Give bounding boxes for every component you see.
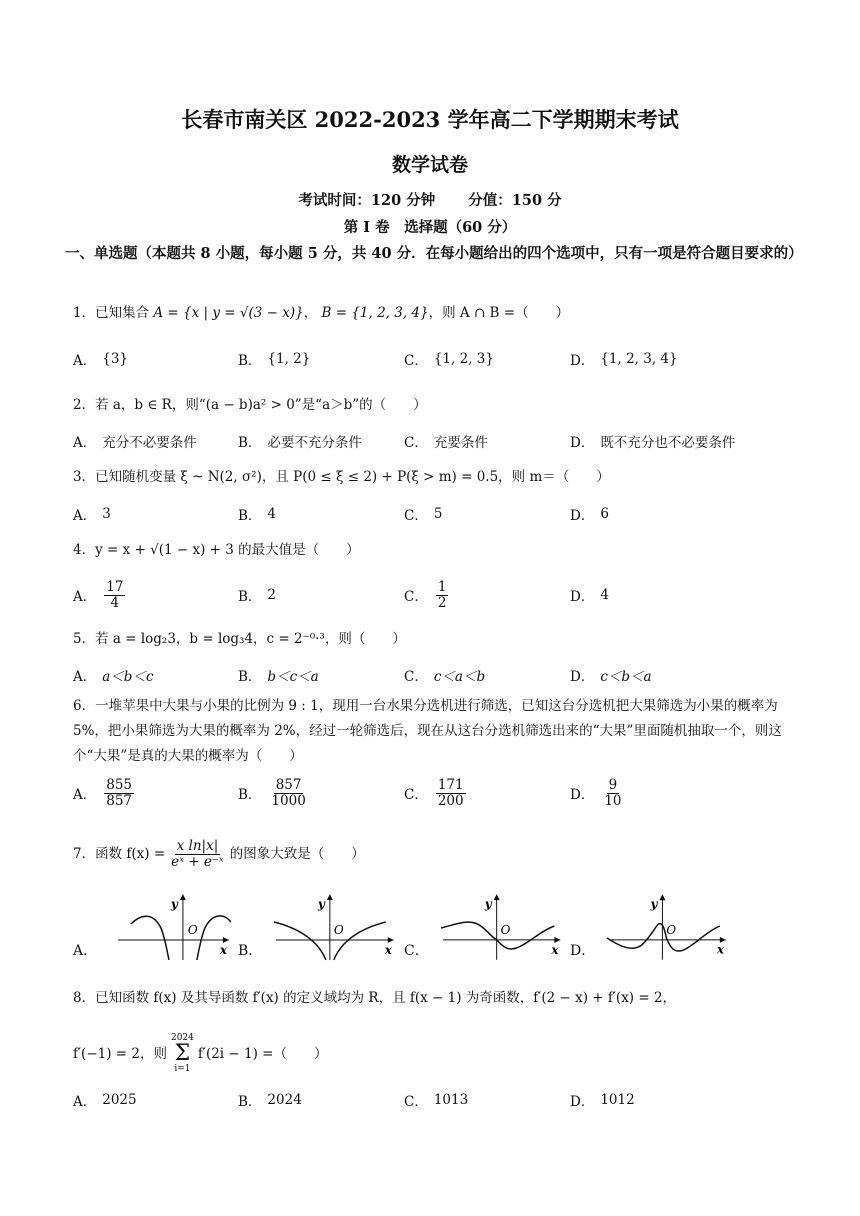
option-d[interactable]: D． 6 (570, 506, 609, 524)
question-2: 2．若 a，b ∈ R，则“(a − b)a² > 0”是“a＞b”的（ ） (73, 397, 427, 413)
option-a[interactable]: A． a＜b＜c (73, 669, 154, 685)
option-d[interactable]: D． 4 (570, 587, 609, 605)
option-b[interactable]: B． 2 (238, 587, 277, 605)
option-a[interactable]: A． 2025 (73, 1092, 137, 1110)
option-c[interactable]: C． 1013 (404, 1092, 469, 1110)
curve-left (131, 916, 169, 960)
question-1-options (73, 339, 800, 379)
question-3: 3．已知随机变量 ξ ~ N(2, σ²)，且 P(0 ≤ ξ ≤ 2) + P(ξ > m) = 0.5，则 m＝（ ） (73, 469, 610, 485)
question-7-options (73, 884, 800, 964)
option-a[interactable]: A． 充分不必要条件 (73, 435, 197, 451)
option-c[interactable]: C． 充要条件 (404, 435, 488, 451)
option-d[interactable]: D． {1, 2, 3, 4} (570, 351, 678, 369)
x-axis-label: x (717, 942, 725, 957)
y-axis-label: y (171, 897, 179, 912)
summation: 2024 Σ i=1 (170, 1033, 194, 1074)
option-a[interactable]: A． $\frac{17}{4}$ (73, 578, 124, 611)
y-axis-arrow (180, 894, 186, 900)
option-a[interactable]: A． 3 (73, 506, 111, 524)
curve-left (274, 922, 326, 960)
x-axis-label: x (551, 942, 559, 957)
option-c[interactable]: C． $\frac{171}{200}$ (404, 776, 464, 809)
option-d[interactable]: D． 既不充分也不必要条件 (570, 435, 736, 451)
y-axis-arrow (493, 894, 499, 900)
y-axis-arrow (660, 894, 666, 900)
option-d[interactable]: D． y O x (570, 884, 730, 964)
curve (441, 922, 554, 949)
origin-label: O (500, 922, 511, 937)
question-4-options (73, 575, 800, 615)
option-c[interactable]: C． y O x (404, 884, 564, 964)
option-b[interactable]: B． y O x (238, 884, 398, 964)
exam-time: 考试时间：120 分钟 (298, 192, 436, 209)
option-b[interactable]: B． 4 (238, 506, 277, 524)
graph-a (103, 888, 233, 964)
exam-subject: 数学试卷 (391, 154, 468, 176)
exam-part: 第 I 卷 选择题（60 分） (343, 219, 517, 236)
option-d[interactable]: D． 1012 (570, 1092, 635, 1110)
option-b[interactable]: B． 2024 (238, 1092, 302, 1110)
graph-d (601, 888, 730, 964)
question-7: 7． 函数 f(x) = $\frac{\text{x ln|x|}}{\text{eˣ + e⁻ˣ}}$ 的图象大致是（ ） (73, 837, 365, 870)
y-axis-label: y (650, 897, 658, 912)
question-6-options (73, 773, 800, 813)
option-a[interactable]: A． y O x (73, 884, 233, 964)
question-6: 6．一堆苹果中大果与小果的比例为 9 : 1，现用一台水果分选机进行筛选，已知这台分选机把大果筛选为小果的概率为 5%，把小果筛选为大果的概率为 2%，经过一轮筛选后，现在从这台分选机筛选出来的“大果”里面随机抽取一个，则这个“大果”是真的大果的概率为（ ） (73, 698, 782, 764)
option-b[interactable]: B． {1, 2} (238, 351, 311, 369)
x-axis-label: x (385, 942, 393, 957)
question-8-options (73, 1080, 800, 1120)
y-axis-label: y (484, 897, 492, 912)
sigma-symbol: Σ (174, 1041, 191, 1066)
option-d[interactable]: D． $\frac{9}{10}$ (570, 776, 622, 809)
exam-title: 长春市南关区 2022-2023 学年高二下学期期末考试 (181, 107, 679, 132)
option-b[interactable]: B． 必要不充分条件 (238, 435, 362, 451)
option-c[interactable]: C． {1, 2, 3} (404, 351, 494, 369)
option-a[interactable]: A． $\frac{855}{857}$ (73, 776, 133, 809)
question-8-line-1: 8．已知函数 f(x) 及其导函数 f′(x) 的定义域均为 R，且 f(x − 1) 为奇函数，f′(2 − x) + f′(x) = 2， (73, 990, 677, 1006)
option-b[interactable]: B． $\frac{857}{1000}$ (238, 776, 306, 809)
option-b[interactable]: B． b＜c＜a (238, 669, 319, 685)
option-c[interactable]: C． c＜a＜b (404, 669, 486, 685)
y-axis-label: y (318, 897, 326, 912)
exam-info (0, 189, 860, 210)
question-2-options (73, 421, 800, 461)
x-axis-label: x (220, 942, 228, 957)
origin-label: O (188, 922, 198, 937)
option-a[interactable]: A． {3} (73, 351, 129, 369)
question-8-line-2: f′(−1) = 2，则 2024 Σ i=1 f′(2i − 1) =（ ） (73, 1033, 328, 1074)
graph-c (435, 888, 564, 964)
section-heading: 一、单选题（本题共 8 小题，每小题 5 分，共 40 分．在每小题给出的四个选项中，只有一项是符合题目要求的） (65, 245, 803, 262)
question-5: 5．若 a = log₂3，b = log₃4，c = 2⁻⁰·³，则（ ） (73, 631, 406, 647)
graph-b (268, 888, 398, 964)
question-3-options (73, 494, 800, 534)
question-5-options (73, 655, 800, 695)
curve (607, 924, 720, 951)
option-c[interactable]: C． $\frac{1}{2}$ (404, 578, 447, 611)
option-d[interactable]: D． c＜b＜a (570, 669, 652, 685)
y-axis-arrow (327, 894, 333, 900)
question-1: 1．已知集合 A = {x | y = √(3 − x)}， B = {1, 2, 3, 4}，则 A ∩ B =（ ） (73, 305, 570, 321)
origin-label: O (666, 922, 677, 937)
origin-label: O (334, 922, 344, 937)
option-c[interactable]: C． 5 (404, 506, 443, 524)
question-4: 4．y = x + √(1 − x) + 3 的最大值是（ ） (73, 542, 360, 558)
exam-score: 分值：150 分 (468, 192, 562, 209)
